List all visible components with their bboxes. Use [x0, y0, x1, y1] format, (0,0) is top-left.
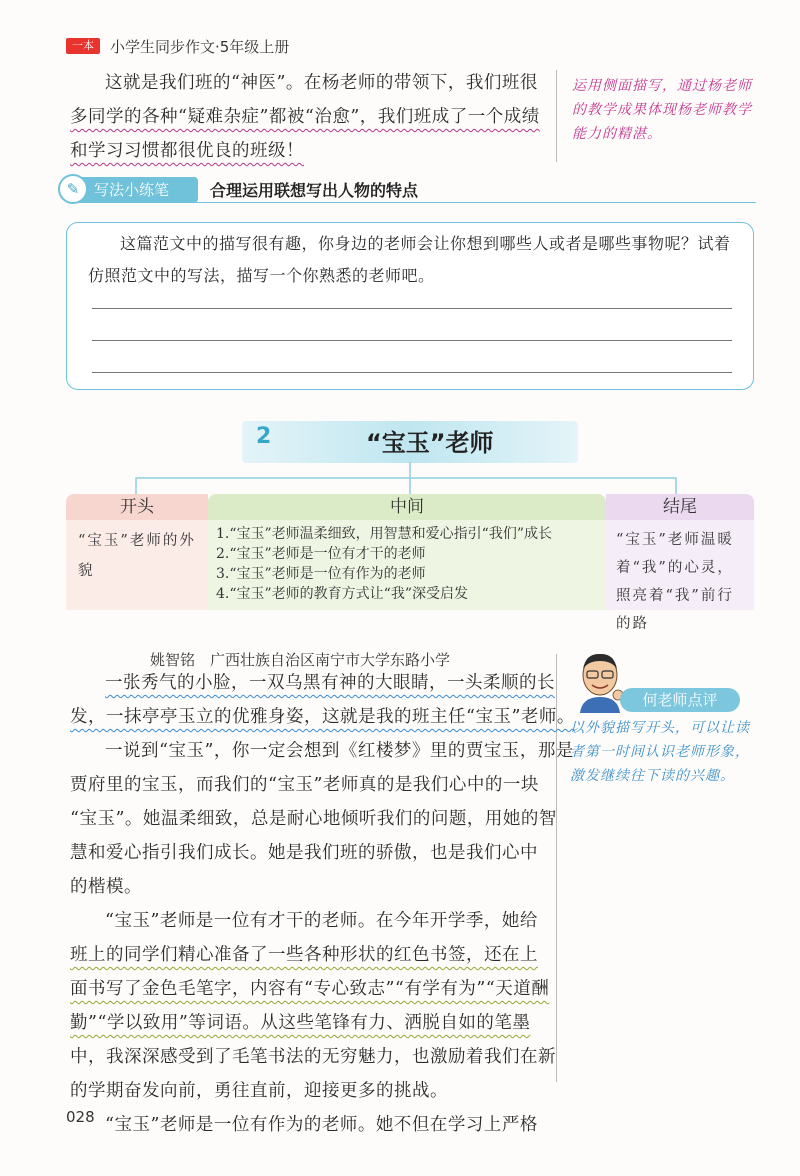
essay-line: 面书写了金色毛笔字，内容有“专心致志”“有学有为”“天道酬	[70, 979, 550, 999]
essay-line: 一说到“宝玉”，你一定会想到《红楼梦》里的贾宝玉，那是	[105, 741, 574, 761]
series-badge: 一本	[66, 38, 100, 54]
essay-line: 中，我深深感受到了毛笔书法的无穷魅力，也激励着我们在新	[70, 1047, 556, 1067]
top-line-3: 和学习习惯都很优良的班级！	[70, 141, 304, 161]
top-line-2: 多同学的各种“疑难杂症”都被“治愈”，我们班成了一个成绩	[70, 107, 540, 127]
essay-line: “宝玉”。她温柔细致，总是耐心地倾听我们的问题，用她的智	[70, 809, 557, 829]
essay-line: 慧和爱心指引我们成长。她是我们班的骄傲，也是我们心中	[70, 843, 538, 863]
outline-head-end: 结尾	[606, 494, 754, 520]
outline-mid-item: 3.“宝玉”老师是一位有作为的老师	[216, 566, 426, 582]
outline-mid-item: 4.“宝玉”老师的教育方式让“我”深受启发	[216, 586, 468, 602]
essay-line: 贾府里的宝玉，而我们的“宝玉”老师真的是我们心中的一块	[70, 775, 539, 795]
essay-line: “宝玉”老师是一位有才干的老师。在今年开学季，她给	[105, 911, 538, 931]
outline-body-mid	[208, 520, 606, 610]
section-number: 2	[256, 424, 272, 449]
comment-badge: 何老师点评	[620, 688, 740, 712]
essay-line: 发，一抹亭亭玉立的优雅身姿，这就是我的班主任“宝玉”老师。	[70, 707, 575, 727]
side-note-top: 运用侧面描写，通过杨老师的教学成果体现杨老师教学能力的精湛。	[572, 78, 752, 142]
outline-body-end: “宝玉”老师温暖着“我”的心灵，照亮着“我”前行的路	[606, 520, 754, 610]
essay-line: “宝玉”老师是一位有作为的老师。她不但在学习上严格	[105, 1115, 538, 1135]
essay-line: 一张秀气的小脸，一双乌黑有神的大眼睛，一头柔顺的长	[105, 673, 555, 693]
practice-prompt	[88, 228, 738, 292]
writing-line[interactable]	[92, 340, 732, 341]
practice-badge: 写法小练笔	[66, 177, 198, 203]
practice-line-2: 仿照范文中的写法，描写一个你熟悉的老师吧。	[88, 266, 435, 285]
writing-line[interactable]	[92, 372, 732, 373]
practice-rule	[196, 202, 756, 203]
outline-head-open: 开头	[66, 494, 208, 520]
essay-line: 的楷模。	[70, 877, 142, 897]
essay-body	[70, 666, 575, 1142]
pen-icon: ✎	[58, 174, 88, 204]
outline-body-open: “宝玉”老师的外貌	[66, 520, 208, 610]
practice-line-1: 这篇范文中的描写很有趣，你身边的老师会让你想到哪些人或者是哪些事物呢？试着	[120, 234, 731, 253]
essay-line: 的学期奋发向前，勇往直前，迎接更多的挑战。	[70, 1081, 448, 1101]
side-divider	[556, 70, 557, 162]
comment-text: 以外貌描写开头，可以让读者第一时间认识老师形象，激发继续往下读的兴趣。	[570, 720, 750, 784]
author-line: 姚智铭 广西壮族自治区南宁市大学东路小学	[150, 651, 451, 669]
teacher-avatar-icon	[574, 651, 626, 713]
top-line-1: 这就是我们班的“神医”。在杨老师的带领下，我们班很	[105, 73, 538, 93]
top-paragraph	[70, 66, 550, 168]
writing-line[interactable]	[92, 308, 732, 309]
practice-subtitle: 合理运用联想写出人物的特点	[210, 181, 419, 200]
book-title: 小学生同步作文·5年级上册	[110, 38, 290, 56]
page-number: 028	[66, 1108, 95, 1126]
outline-head-mid: 中间	[208, 494, 606, 520]
essay-line: 勤”“学以致用”等词语。从这些笔锋有力、洒脱自如的笔墨	[70, 1013, 531, 1033]
essay-line: 班上的同学们精心准备了一些各种形状的红色书签，还在上	[70, 945, 538, 965]
outline-mid-item: 2.“宝玉”老师是一位有才干的老师	[216, 546, 426, 562]
outline-mid-item: 1.“宝玉”老师温柔细致，用智慧和爱心指引“我们”成长	[216, 526, 552, 542]
section-title: “宝玉”老师	[366, 429, 494, 457]
